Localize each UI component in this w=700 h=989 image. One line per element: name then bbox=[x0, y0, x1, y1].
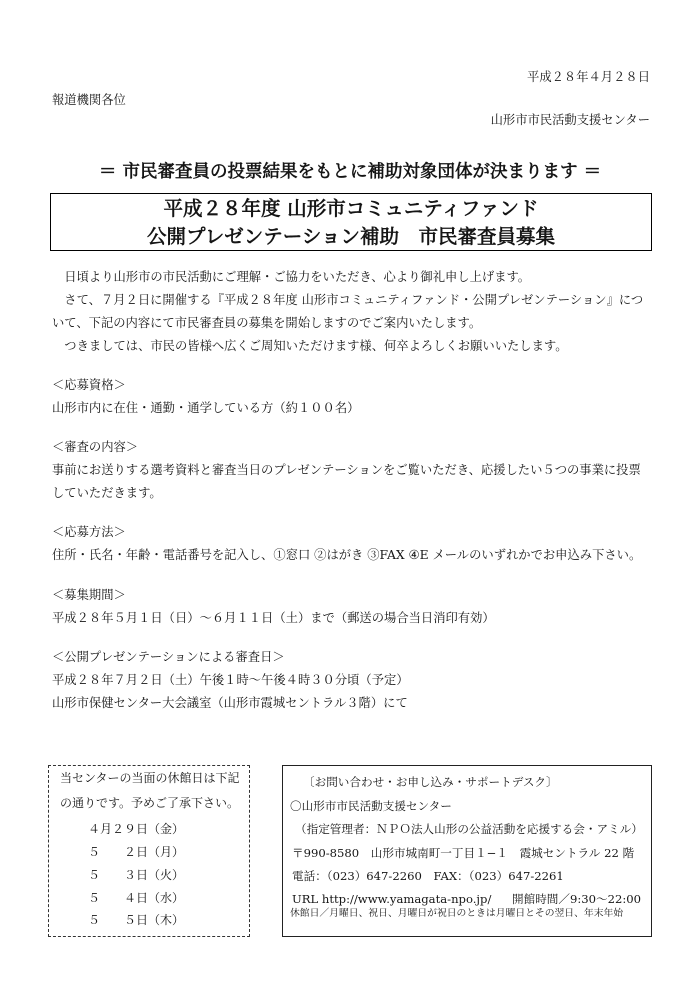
contact-manager: （指定管理者：ＮＰＯ法人山形の公益活動を応援する会・アミル） bbox=[295, 822, 643, 836]
contact-closed-days: 休館日／月曜日、祝日、月曜日が祝日のときは月曜日とその翌日、年末年始 bbox=[290, 908, 624, 919]
title-line-2: 公開プレゼンテーション補助 市民審査員募集 bbox=[147, 225, 555, 248]
headline: ＝ 市民審査員の投票結果をもとに補助対象団体が決まります ＝ bbox=[98, 162, 602, 182]
closure-notice-text: 当センターの当面の休館日は下記 bbox=[60, 771, 240, 785]
section-heading-eligibility: ＜応募資格＞ bbox=[52, 378, 126, 392]
section-text: 山形市内に在住・通勤・通学している方（約１００名） bbox=[52, 401, 360, 415]
closure-date: ５ ３日（火） bbox=[88, 868, 185, 882]
contact-phone-fax: 電話：（023）647-2260 FAX：（023）647-2261 bbox=[292, 869, 564, 883]
section-text: 平成２８年５月１日（日）～６月１１日（土）まで（郵送の場合当日消印有効） bbox=[52, 611, 495, 625]
closure-date: ５ ２日（月） bbox=[88, 845, 185, 859]
title-line-1: 平成２８年度 山形市コミュニティファンド bbox=[163, 197, 539, 220]
addressee: 報道機関各位 bbox=[52, 93, 126, 107]
section-text: 山形市保健センター大会議室（山形市霞城セントラル３階）にて bbox=[52, 696, 408, 710]
contact-hours: 開館時間／9:30～22:00 bbox=[512, 892, 642, 906]
closure-notice-text: の通りです。予めご了承下さい。 bbox=[60, 796, 240, 810]
contact-org: 〇山形市市民活動支援センター bbox=[290, 799, 452, 813]
contact-url: URL http://www.yamagata-npo.jp/ bbox=[292, 892, 492, 906]
sender: 山形市市民活動支援センター bbox=[490, 113, 650, 127]
intro-line: つきましては、市民の皆様へ広くご周知いただけます様、何卒よろしくお願いいたします。 bbox=[52, 339, 568, 353]
closure-date: ４月２９日（金） bbox=[88, 822, 185, 836]
intro-line: 日頃より山形市の市民活動にご理解・ご協力をいただき、心より御礼申し上げます。 bbox=[52, 270, 531, 284]
section-text: 平成２８年７月２日（土）午後１時～午後４時３０分頃（予定） bbox=[52, 673, 409, 687]
section-heading-application: ＜応募方法＞ bbox=[52, 525, 126, 539]
issue-date: 平成２８年４月２８日 bbox=[527, 70, 650, 84]
closure-date: ５ ５日（木） bbox=[88, 913, 185, 927]
contact-address: 〒990-8580 山形市城南町一丁目１−１ 霞城セントラル 22 階 bbox=[292, 846, 635, 860]
section-heading-review: ＜審査の内容＞ bbox=[52, 440, 139, 454]
section-text: 事前にお送りする選考資料と審査当日のプレゼンテーションをご覧いただき、応援したい５つの事業に投票 bbox=[52, 463, 641, 477]
closure-date: ５ ４日（水） bbox=[88, 891, 185, 905]
section-text: していただきます。 bbox=[52, 486, 162, 500]
section-text: 住所・氏名・年齢・電話番号を記入し、①窓口 ②はがき ③FAX ④E メールのいずれかでお申込み下さい。 bbox=[52, 548, 642, 562]
section-heading-review-day: ＜公開プレゼンテーションによる審査日＞ bbox=[52, 650, 285, 664]
contact-heading: 〔お問い合わせ・お申し込み・サポートデスク〕 bbox=[303, 775, 558, 789]
intro-line: さて、７月２日に開催する『平成２８年度 山形市コミュニティファンド・公開プレゼンテーション』につ bbox=[52, 293, 644, 307]
title-box bbox=[50, 193, 652, 251]
intro-line: いて、下記の内容にて市民審査員の募集を開始しますのでご案内いたします。 bbox=[52, 316, 482, 330]
section-heading-period: ＜募集期間＞ bbox=[52, 588, 126, 602]
